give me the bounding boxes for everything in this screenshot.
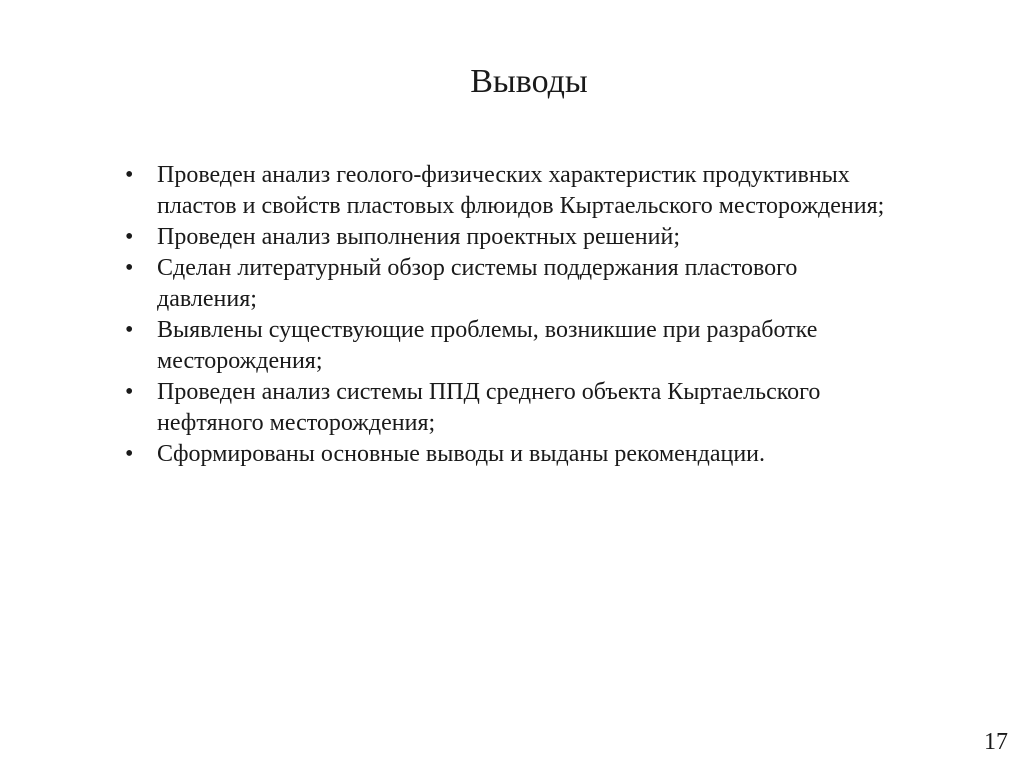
bullet-icon: • <box>125 224 134 250</box>
bullet-text: Сделан литературный обзор системы поддержания пластового давления; <box>157 255 798 312</box>
bullet-icon: • <box>125 317 134 343</box>
bullet-item <box>122 222 892 253</box>
page-number: 17 <box>984 729 1008 755</box>
slide-title: Выводы <box>470 62 588 100</box>
bullet-icon: • <box>125 255 134 281</box>
bullet-item <box>122 439 892 470</box>
bullet-icon: • <box>125 379 134 405</box>
bullet-item <box>122 160 892 222</box>
bullet-icon: • <box>125 441 134 467</box>
bullet-text: Выявлены существующие проблемы, возникшие при разработке месторождения; <box>157 317 818 374</box>
bullet-text: Проведен анализ выполнения проектных решений; <box>157 224 680 250</box>
bullet-text: Проведен анализ системы ППД среднего объекта Кыртаельского нефтяного месторождения; <box>157 379 821 436</box>
bullet-icon: • <box>125 162 134 188</box>
conclusions-list <box>122 160 892 470</box>
bullet-item <box>122 377 892 439</box>
bullet-text: Проведен анализ геолого-физических характеристик продуктивных пластов и свойств пластовых флюидов Кыртаельского месторождения; <box>157 162 885 219</box>
bullet-item <box>122 253 892 315</box>
bullet-text: Сформированы основные выводы и выданы рекомендации. <box>157 441 766 467</box>
bullet-item <box>122 315 892 377</box>
